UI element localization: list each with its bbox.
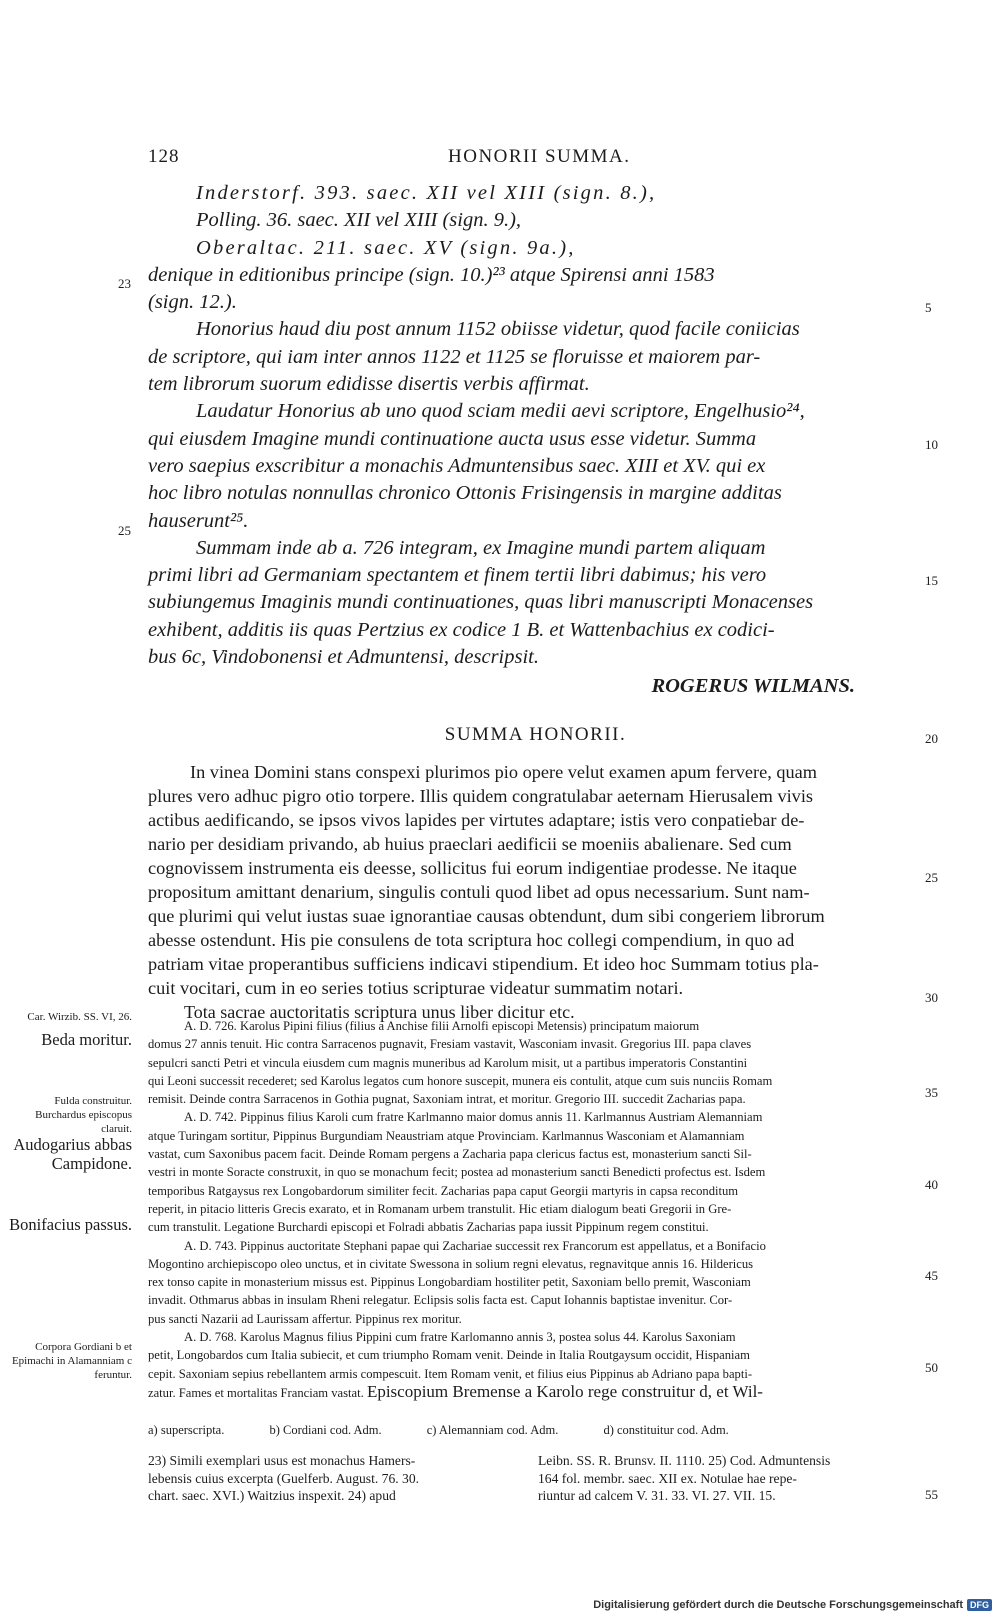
annal-line: remisit. Deinde contra Sarracenos in Gothia pugnat, Saxoniam intrat, et moritur. Gregorio III. succedit Zacharias papa. [148,1092,746,1107]
line-number-left: 23 [118,276,131,291]
line-number: 40 [925,1177,938,1192]
prologue-text [148,760,923,1024]
line-number: 35 [925,1085,938,1100]
intro-line: Inderstorf. 393. saec. XII vel XIII (sign. 8.), [196,182,657,204]
annal-line: rex tonso capite in monasterium missus est. Pippinus Longobardiam hostiliter petit, Saxoniam bello premit, Wasconiam [148,1275,751,1290]
line-number: 30 [925,990,938,1005]
annal-line: cepit. Saxoniam sepius rebellantem armis compescuit. Item Romam venit, et filius eius Pippinus ab Adriano papa bapti- [148,1366,753,1381]
side-note-bonifacius: Bonifacius passus. [9,1215,132,1234]
footnote-line: lebensis cuius excerpta (Guelferb. August. 76. 30. [148,1470,420,1486]
annal-line: qui Leoni successit recederet; sed Karolus legatos cum honore suscepit, munera eis contulit, atque cum suis nunciis Romam [148,1073,773,1088]
annal-line: vastat, cum Saxonibus pacem facit. Deinde Romam pergens a Zacharia papa clericus factus est, monasterium sancti Sil- [148,1147,752,1162]
intro-line: de scriptore, qui iam inter annos 1122 et 1125 se floruisse et maiorem par- [148,345,761,368]
line-number: 20 [925,731,938,746]
footnote-line: riuntur ad calcem V. 31. 33. VI. 27. VII. 15. [538,1488,776,1503]
note-c: c) Alemanniam cod. Adm. [426,1423,559,1437]
side-note-beda: Beda moritur. [41,1030,132,1049]
intro-line: Honorius haud diu post annum 1152 obiisse videtur, quod facile coniicias [196,318,800,341]
page-number: 128 [148,146,180,167]
line-number: 5 [925,300,932,315]
annal-line: petit, Longobardos cum Italia subiecit, et cum triumpho Romam venit. Deinde in Italia Routgaysum occidit, Hispaniam [148,1348,750,1363]
annal-line: domus 27 annis tenuit. Hic contra Sarracenos pugnavit, Fresiam vastavit, Wasconiam invasit. Gregorius III. papa claves [148,1037,752,1052]
prologue-line: plures vero adhuc pigro otio torpere. Illis quidem congratulabar aeternam Hierusalem vivis [148,786,814,806]
prologue-line: cognovissem instrumenta eis deesse, sollicitus fui eorum indigentiae prodesse. Ne itaque [148,858,797,878]
note-d: d) constituitur cod. Adm. [603,1423,729,1437]
intro-line: primi libri ad Germaniam spectantem et finem tertii libri dabimus; his vero [148,564,767,587]
intro-line: Oberaltac. 211. saec. XV (sign. 9a.), [196,236,576,259]
annal-line: atque Turingam sortitur, Pippinus Burgundiam Neaustriam atque Provinciam. Karlmannus Wasconiam et Alamanniam [148,1128,745,1143]
line-number: 55 [925,1487,938,1502]
annal-line: reperit, in pitacio litteris Grecis exarato, et in Romanam urbem transtulit. Hic etiam dialogum beati Gregorii in Gre- [148,1201,732,1216]
footnotes-right [538,1452,908,1505]
side-note-source: Car. Wirzib. SS. VI, 26. [27,1011,132,1023]
annal-line: A. D. 768. Karolus Magnus filius Pippini cum fratre Karlomanno annis 3, postea solus 44. Karolus Saxoniam [184,1330,736,1345]
side-note-corpora: Corpora Gordiani b et Epimachi in Alamanniam c feruntur. [11,1341,132,1381]
annal-line: pus sancti Nazarii ad Laurissam affertur. Pippinus rex moritur. [148,1311,462,1326]
note-b: b) Cordiani cod. Adm. [269,1423,382,1437]
intro-line: Polling. 36. saec. XII vel XIII (sign. 9.), [196,209,522,232]
annal-line: invadit. Othmarus abbas in insulam Rheni relegatur. Eclipsis solis facta est. Caput Iohannis baptistae invenitur. Cor- [148,1293,733,1308]
annal-line: sepulcri sancti Petri et vincula eiusdem cum magnis muneribus ad Karolum misit, ut a partibus imperatoris Constantini [148,1055,748,1070]
prologue-line: nario per desidiam privando, ab huius praeclari aedificii se moeniis abalienare. Sed cum [148,834,792,854]
prologue-line: propositum amittant denarium, singulis contuli quod libet ad opus necessarium. Sunt nam- [148,882,810,902]
intro-line: vero saepius exscribitur a monachis Admuntensibus saec. XIII et XV. qui ex [148,454,766,477]
intro-line: bus 6c, Vindobonensi et Admuntensi, descripsit. [148,646,539,669]
footnote-line: 164 fol. membr. saec. XII ex. Notulae hae repe- [538,1470,797,1486]
critical-notes [148,1423,923,1438]
prologue-line: actibus aedificando, se ipsos vivos lapides per virtutes adaptare; istis vero conpatiebar de- [148,810,805,830]
intro-line: hauserunt²⁵. [148,509,249,532]
side-note-fulda: Fulda construitur. Burchardus episcopus claruit. [35,1095,132,1135]
annal-line: A. D. 743. Pippinus auctoritate Stephani papae qui Zachariae successit rex Francorum est appellatus, et a Bonifacio [184,1238,766,1253]
section-title: SUMMA HONORII. [444,724,627,745]
prologue-incipit: Tota sacrae auctoritatis scriptura unus liber dicitur etc. [184,1002,575,1022]
footnote-line: 23) Simili exemplari usus est monachus Hamers- [148,1453,416,1468]
intro-line: exhibent, additis iis quas Pertzius ex codice 1 B. et Wattenbachius ex codici- [148,618,775,641]
annal-line: Mogontino archiepiscopo oleo unctus, et in civitate Swessona in solium regni elevatus, regnavitque annis 16. Hildericus [148,1256,754,1271]
dfg-logo: DFG [967,1599,992,1611]
footnote-line: chart. saec. XVI.) Waitzius inspexit. 24) apud [148,1488,396,1503]
running-title: HONORII SUMMA. [448,146,631,167]
annals-text [148,1017,923,1402]
footnotes-left [148,1452,518,1505]
line-number: 50 [925,1360,938,1375]
annal-line: cum transtulit. Legatione Burchardi episcopi et Folradi abbatis Zacharias papa iussit Pippinum regem constitui. [148,1220,709,1235]
line-number: 45 [925,1268,938,1283]
line-number: 25 [925,870,938,885]
annal-line: A. D. 726. Karolus Pipini filius (filius a Anchise filii Arnolfi episcopi Metensis) principatum maiorum [184,1019,700,1033]
annal-line-large: Episcopium Bremense a Karolo rege construitur d, et Wil- [366,1381,763,1401]
annal-line: A. D. 742. Pippinus filius Karoli cum fratre Karlmanno maior domus annis 11. Karlmannus Austriam Alemanniam [184,1110,763,1125]
line-number: 10 [925,437,938,452]
prologue-line: In vinea Domini stans conspexi plurimos pio opere velut examen apum fervere, quam [190,762,817,782]
annal-line: zatur. Fames et mortalitas Franciam vastat. [148,1385,364,1400]
footnote-line: Leibn. SS. R. Brunsv. II. 1110. 25) Cod. Admuntensis [538,1453,831,1468]
intro-line: Laudatur Honorius ab uno quod sciam medii aevi scriptore, Engelhusio²⁴, [196,400,805,423]
credit-text: Digitalisierung gefördert durch die Deutsche Forschungsgemeinschaft [593,1599,963,1611]
intro-line: Summam inde ab a. 726 integram, ex Imagine mundi partem aliquam [196,536,766,559]
note-a: a) superscripta. [148,1423,225,1437]
prologue-line: cuit vocitari, cum in eo series totius scripturae videatur summatim notari. [148,978,684,998]
introduction-text [148,180,923,701]
intro-line: (sign. 12.). [148,291,237,314]
signature: ROGERUS WILMANS. [651,675,855,698]
line-number-left: 25 [118,523,131,538]
intro-line: qui eiusdem Imagine mundi continuatione aucta usus esse videtur. Summa [148,427,757,450]
prologue-line: que plurimi qui velut iustas suae ignorantiae causas obtendunt, dum sibi congeriem librorum [148,906,825,926]
intro-line: hoc libro notulas nonnullas chronico Ottonis Frisingensis in margine additas [148,482,782,505]
annal-line: vestri in monte Soracte construxit, in quo se monachum fecit; postea ad monasterium sancti Benedicti profectus est. Isdem [148,1165,766,1180]
prologue-line: patriam vitae properantibus sufficiens indicavi stipendium. Et ideo hoc Summam totius pla- [148,954,819,974]
annal-line: temporibus Ratgaysus rex Longobardorum similiter fecit. Zacharias papa caput Georgii martyris in capsa reconditum [148,1183,739,1198]
line-number: 15 [925,573,938,588]
intro-line: denique in editionibus principe (sign. 10.)²³ atque Spirensi anni 1583 [148,263,715,286]
side-note-audogarius: Audogarius abbas Campidone. [13,1135,132,1173]
intro-line: tem librorum suorum edidisse disertis verbis affirmat. [148,373,590,396]
intro-line: subiungemus Imaginis mundi continuationes, quas libri manuscripti Monacenses [148,591,814,614]
digitization-credit [593,1599,992,1611]
prologue-line: abesse ostendunt. His pie consulens de tota scriptura hoc collegi compendium, in quo ad [148,930,795,950]
